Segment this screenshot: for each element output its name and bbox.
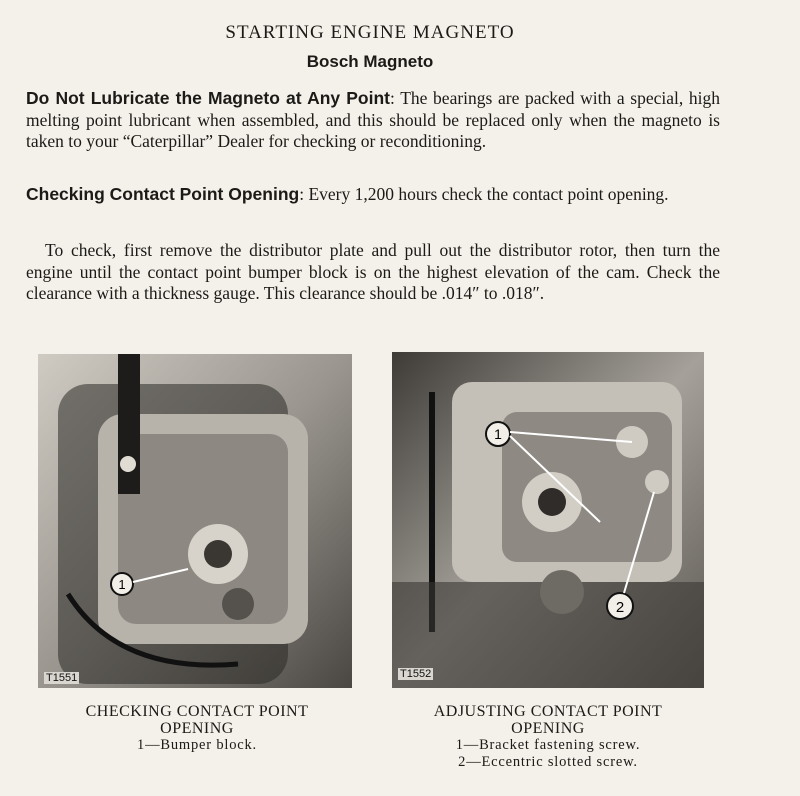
paragraph-lead: Do Not Lubricate the Magneto at Any Point: [26, 88, 391, 108]
paragraph-separator: :: [299, 184, 305, 204]
figure-caption-adjusting: [392, 703, 704, 771]
photo-id-label: T1551: [46, 672, 78, 684]
callout-label: 1: [118, 577, 126, 592]
paragraph-procedure: To check, first remove the distributor plate and pull out the distributor rotor, then turn the engine until the contact point bumper block is on the highest elevation of the cam. Check the clearance with a thickness gauge. This clearance should be .014″ to .018″.: [26, 240, 720, 303]
caption-line: OPENING: [160, 720, 234, 737]
figure-photo-checking: [38, 354, 352, 688]
caption-item: 1—Bumper block.: [137, 737, 257, 753]
caption-item: 1—Bracket fastening screw.: [455, 737, 641, 753]
figure-photo-adjusting: [392, 352, 704, 688]
callout-label: 2: [615, 599, 625, 616]
paragraph-checking: [26, 184, 720, 206]
paragraph-separator: :: [390, 88, 395, 108]
magneto-photo-illustration: [38, 354, 352, 688]
caption-line: CHECKING CONTACT POINT: [85, 703, 309, 720]
caption-line: ADJUSTING CONTACT POINT: [433, 703, 663, 720]
paragraph-body: Every 1,200 hours check the contact point opening.: [304, 184, 669, 204]
callout-label: 1: [494, 426, 502, 442]
paragraph-lead: Checking Contact Point Opening: [26, 184, 300, 204]
photo-id-label: T1552: [400, 668, 432, 680]
magneto-photo-illustration: [392, 352, 704, 688]
page-title: STARTING ENGINE MAGNETO: [225, 22, 515, 43]
page-subtitle: Bosch Magneto: [306, 52, 434, 71]
paragraph-lubrication: [26, 88, 720, 153]
figure-caption-checking: [40, 703, 354, 754]
caption-line: OPENING: [511, 720, 585, 737]
paragraph-body: The bearings are packed with a special, high melting point lubricant when assembled, and this should be replaced only when the magneto is taken to your “Caterpillar” Dealer for checking or reconditioning.: [26, 88, 721, 151]
caption-item: 2—Eccentric slotted screw.: [458, 754, 638, 770]
